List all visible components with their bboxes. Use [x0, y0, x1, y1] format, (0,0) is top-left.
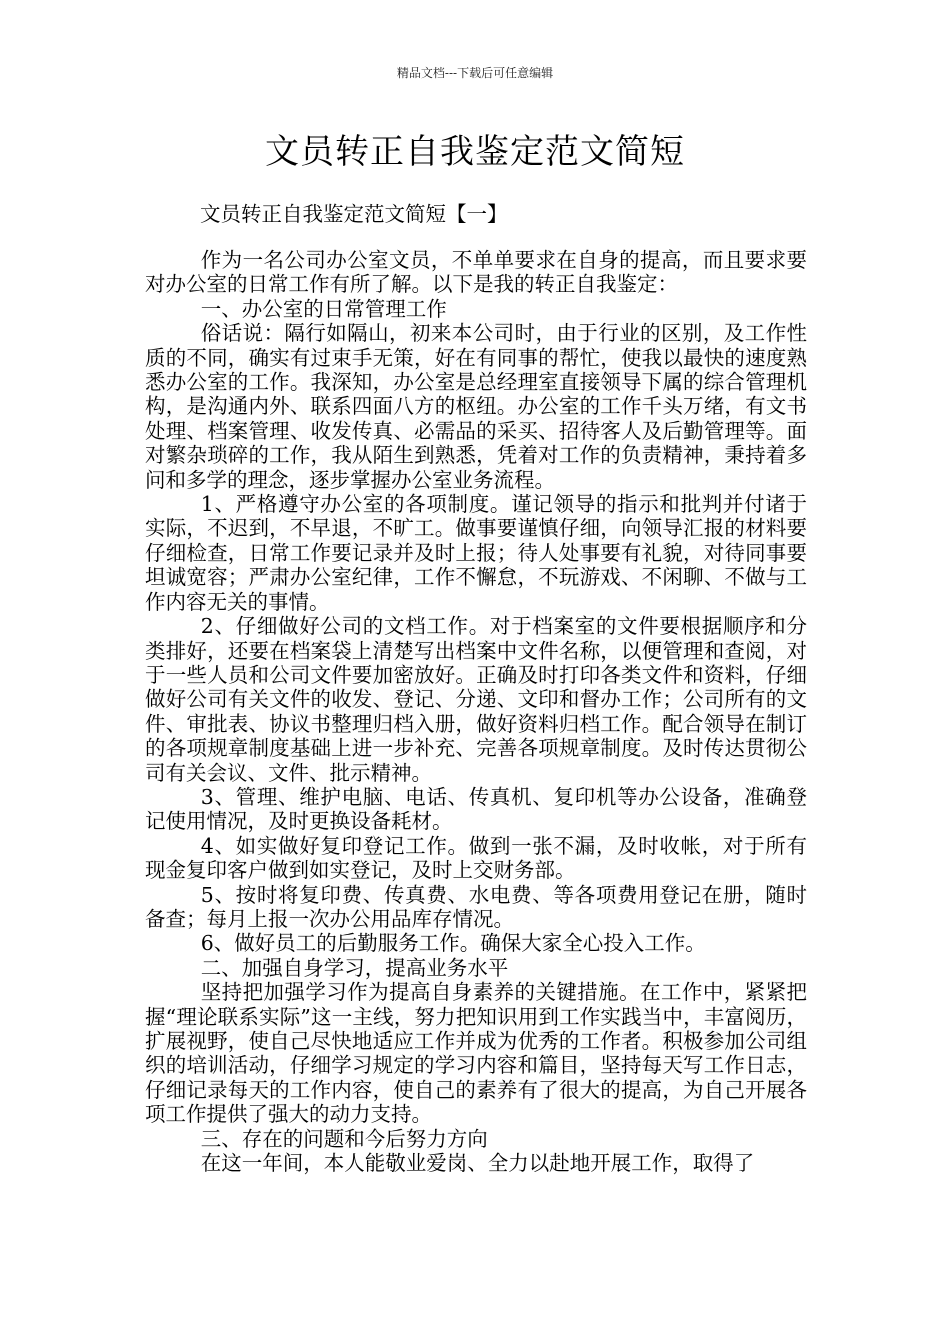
- heading-problems-direction: 三、存在的问题和今后努力方向: [200, 1126, 488, 1151]
- list-item-2: 2、仔细做好公司的文档工作。对于档案室的文件要根据顺序和分类排好，还要在档案袋上清楚写出档案中文件名称，以便管理和查阅，对于一些人员和公司文件要加密放好。正确及时打印各类文件和资料，仔细做好公司有关文件的收发、登记、分递、文印和督办工作；公司所有的文件、审批表、协议书整理归档入册，做好资料归档工作。配合领导在制订的各项规章制度基础上进一步补充、完善各项规章制度。及时传达贯彻公司有关会议、文件、批示精神。: [145, 614, 807, 785]
- heading-daily-management: 一、办公室的日常管理工作: [200, 296, 447, 321]
- page-header: 精品文档---下载后可任意编辑: [396, 66, 554, 80]
- list-item-5: 5、按时将复印费、传真费、水电费、等各项费用登记在册，随时备查；每月上报一次办公用品库存情况。: [145, 882, 807, 931]
- heading-self-study: 二、加强自身学习，提高业务水平: [200, 955, 509, 980]
- document-title: 文员转正自我鉴定范文简短: [265, 132, 685, 172]
- section-subtitle: 文员转正自我鉴定范文简短【一】: [200, 202, 508, 226]
- list-item-6: 6、做好员工的后勤服务工作。确保大家全心投入工作。: [200, 931, 706, 956]
- paragraph-intro: 作为一名公司办公室文员，不单单要求在自身的提高，而且要求要对办公室的日常工作有所了解。以下是我的转正自我鉴定：: [145, 248, 807, 297]
- list-item-1: 1、严格遵守办公室的各项制度。谨记领导的指示和批判并付诸于实际，不迟到，不早退，不旷工。做事要谨慎仔细，向领导汇报的材料要仔细检查，日常工作要记录并及时上报；待人处事要有礼貌，对待同事要坦诚宽容；严肃办公室纪律，工作不懈怠，不玩游戏、不闲聊、不做与工作内容无关的事情。: [145, 492, 807, 614]
- paragraph: 坚持把加强学习作为提高自身素养的关键措施。在工作中，紧紧把握“理论联系实际”这一主线，努力把知识用到工作实践当中，丰富阅历，扩展视野，使自己尽快地适应工作并成为优秀的工作者。积极参加公司组织的培训活动，仔细学习规定的学习内容和篇目，坚持每天写工作日志，仔细记录每天的工作内容，使自己的素养有了很大的提高，为自己开展各项工作提供了强大的动力支持。: [145, 980, 807, 1127]
- paragraph: 在这一年间，本人能敬业爱岗、全力以赴地开展工作，取得了: [200, 1151, 755, 1176]
- list-item-3: 3、管理、维护电脑、电话、传真机、复印机等办公设备，准确登记使用情况，及时更换设备耗材。: [145, 784, 807, 834]
- document-body: [145, 248, 807, 1175]
- paragraph: 俗话说：隔行如隔山，初来本公司时，由于行业的区别，及工作性质的不同，确实有过束手无策，好在有同事的帮忙，使我以最快的速度熟悉办公室的工作。我深知，办公室是总经理室直接领导下属的综合管理机构，是沟通内外、联系四面八方的枢纽。办公室的工作千头万绪，有文书处理、档案管理、收发传真、必需品的采买、招待客人及后勤管理等。面对繁杂琐碎的工作，我从陌生到熟悉，凭着对工作的负责精神，秉持着多问和多学的理念，逐步掌握办公室业务流程。: [145, 321, 807, 492]
- list-item-4: 4、如实做好复印登记工作。做到一张不漏，及时收帐，对于所有现金复印客户做到如实登记，及时上交财务部。: [145, 833, 807, 883]
